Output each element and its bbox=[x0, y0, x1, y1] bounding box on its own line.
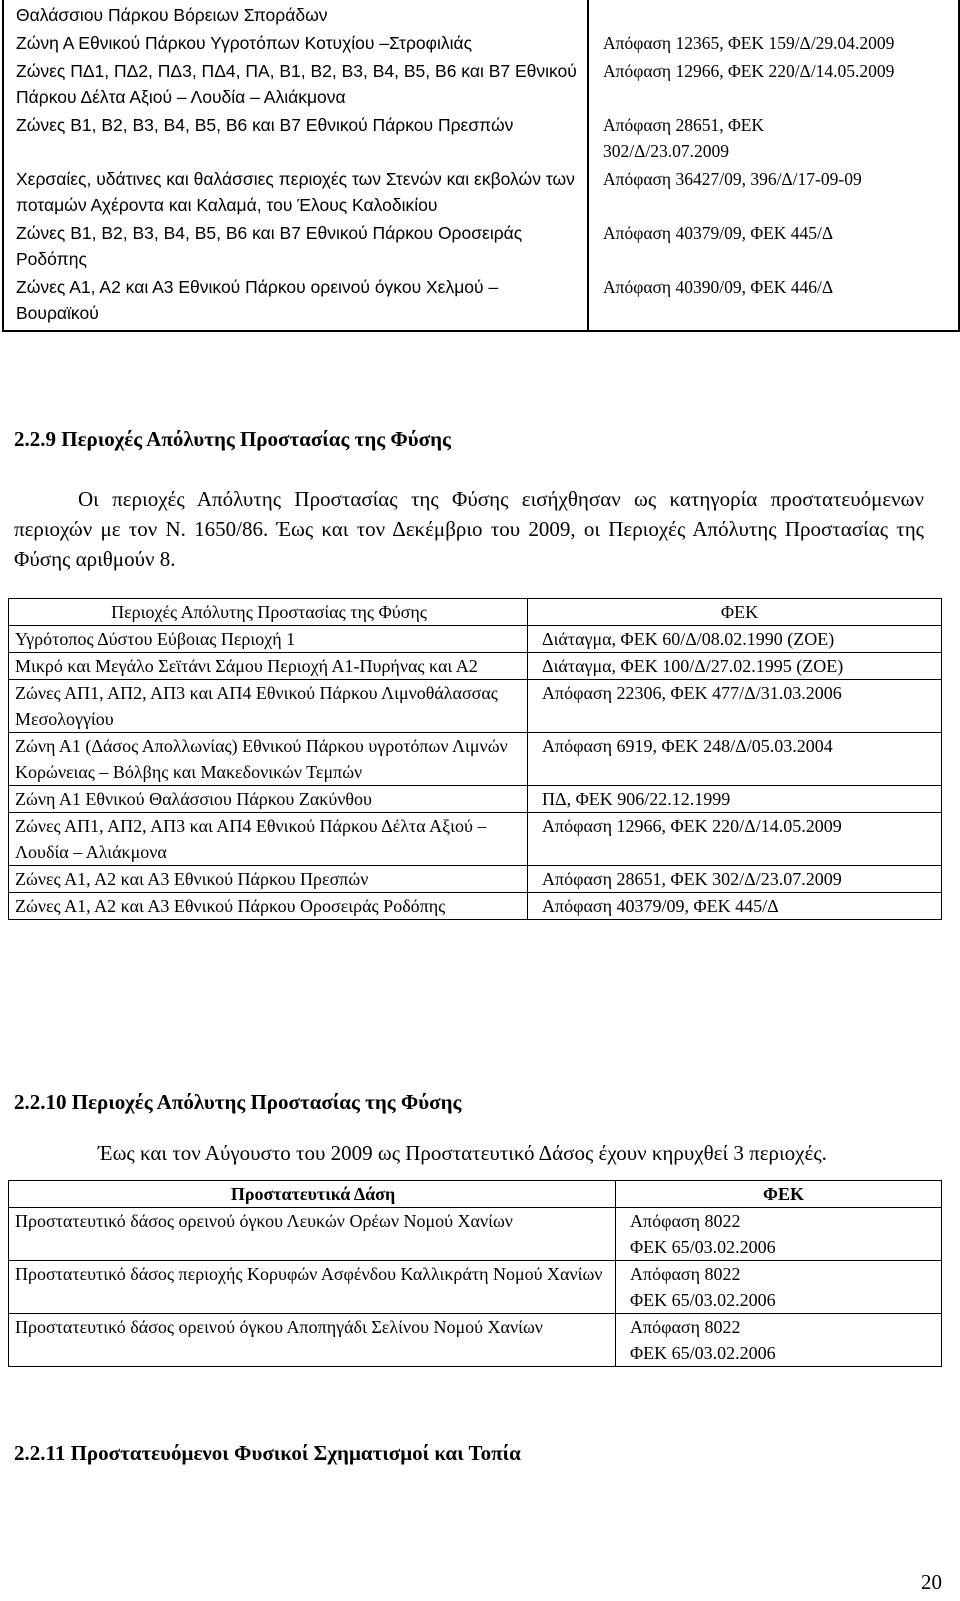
table-row bbox=[3, 0, 959, 28]
table-cell-area: Προστατευτικό δάσος ορεινού όγκου Λευκών Ορέων Νομού Χανίων bbox=[9, 1208, 616, 1261]
table-row bbox=[3, 56, 959, 110]
table-row bbox=[3, 164, 959, 218]
page-number: 20 bbox=[921, 1570, 942, 1594]
table-cell-area: Ζώνες Β1, Β2, Β3, Β4, Β5, Β6 και Β7 Εθνικού Πάρκου Πρεσπών bbox=[16, 115, 514, 135]
fek-gazette: ΦΕΚ 65/03.02.2006 bbox=[630, 1343, 776, 1363]
table-cell-area: Ζώνες ΑΠ1, ΑΠ2, ΑΠ3 και ΑΠ4 Εθνικού Πάρκου Λιμνοθάλασσας Μεσολογγίου bbox=[9, 680, 528, 733]
table-cell-fek bbox=[616, 1314, 942, 1367]
table-cell-fek: Διάταγμα, ΦΕΚ 100/Δ/27.02.1995 (ΖΟΕ) bbox=[528, 653, 942, 680]
national-parks-table bbox=[2, 0, 960, 332]
fek-decision: Απόφαση 8022 bbox=[630, 1264, 741, 1284]
table-row bbox=[9, 1208, 942, 1261]
table-header-row bbox=[9, 1181, 942, 1208]
table-cell-fek: Απόφαση 12365, ΦΕΚ 159/Δ/29.04.2009 bbox=[588, 28, 959, 56]
table-cell-area: Υγρότοπος Δύστου Εύβοιας Περιοχή 1 bbox=[9, 626, 528, 653]
table-cell-area: Ζώνες ΠΔ1, ΠΔ2, ΠΔ3, ΠΔ4, ΠΑ, Β1, Β2, Β3, Β4, Β5, Β6 και Β7 Εθνικού Πάρκου Δέλτα Αξιού – Λουδία – Αλιάκμονα bbox=[16, 61, 577, 107]
fek-gazette: ΦΕΚ 65/03.02.2006 bbox=[630, 1237, 776, 1257]
table-row bbox=[9, 1314, 942, 1367]
section-heading-2-2-11: 2.2.11 Προστατευόμενοι Φυσικοί Σχηματισμοί και Τοπία bbox=[14, 1441, 521, 1465]
table-row bbox=[9, 813, 942, 866]
column-header-fek: ΦΕΚ bbox=[616, 1181, 942, 1208]
table-cell-fek: Απόφαση 12966, ΦΕΚ 220/Δ/14.05.2009 bbox=[528, 813, 942, 866]
table-cell-area: Ζώνες Α1, Α2 και Α3 Εθνικού Πάρκου ορεινού όγκου Χελμού – Βουραϊκού bbox=[16, 277, 499, 323]
table-cell-area: Θαλάσσιου Πάρκου Βόρειων Σποράδων bbox=[16, 5, 328, 25]
table-cell-area: Ζώνες Α1, Α2 και Α3 Εθνικού Πάρκου Οροσειράς Ροδόπης bbox=[9, 893, 528, 920]
table-row bbox=[3, 218, 959, 272]
table-row bbox=[9, 626, 942, 653]
table-cell-fek: Απόφαση 6919, ΦΕΚ 248/Δ/05.03.2004 bbox=[528, 733, 942, 786]
table-cell-area: Ζώνες Α1, Α2 και Α3 Εθνικού Πάρκου Πρεσπών bbox=[9, 866, 528, 893]
table-row bbox=[9, 1261, 942, 1314]
table-cell-area: Ζώνες Β1, Β2, Β3, Β4, Β5, Β6 και Β7 Εθνικού Πάρκου Οροσειράς Ροδόπης bbox=[16, 223, 523, 269]
table-cell-fek: Απόφαση 12966, ΦΕΚ 220/Δ/14.05.2009 bbox=[588, 56, 959, 110]
table-cell-fek: Απόφαση 22306, ΦΕΚ 477/Δ/31.03.2006 bbox=[528, 680, 942, 733]
table-cell-area: Προστατευτικό δάσος ορεινού όγκου Αποπηγάδι Σελίνου Νομού Χανίων bbox=[9, 1314, 616, 1367]
section-heading-2-2-10: 2.2.10 Περιοχές Απόλυτης Προστασίας της Φύσης bbox=[14, 1090, 462, 1114]
table-header-row bbox=[9, 599, 942, 626]
table-cell-fek: Απόφαση 36427/09, 396/Δ/17-09-09 bbox=[588, 164, 959, 218]
fek-gazette: ΦΕΚ 65/03.02.2006 bbox=[630, 1290, 776, 1310]
table-row bbox=[9, 733, 942, 786]
table-cell-fek bbox=[616, 1261, 942, 1314]
table-row bbox=[3, 110, 959, 164]
table-cell-fek: ΠΔ, ΦΕΚ 906/22.12.1999 bbox=[528, 786, 942, 813]
section-paragraph-2-2-10: Έως και τον Αύγουστο του 2009 ως Προστατευτικό Δάσος έχουν κηρυχθεί 3 περιοχές. bbox=[98, 1141, 827, 1165]
table-cell-area: Ζώνη Α Εθνικού Πάρκου Υγροτόπων Κοτυχίου –Στροφιλιάς bbox=[16, 33, 473, 53]
table-row bbox=[9, 653, 942, 680]
table-cell-area: Χερσαίες, υδάτινες και θαλάσσιες περιοχές των Στενών και εκβολών των ποταμών Αχέροντα και Καλαμά, του Έλους Καλοδικίου bbox=[16, 169, 575, 215]
table-cell-area: Προστατευτικό δάσος περιοχής Κορυφών Ασφένδου Καλλικράτη Νομού Χανίων bbox=[9, 1261, 616, 1314]
column-header-area: Περιοχές Απόλυτης Προστασίας της Φύσης bbox=[9, 599, 528, 626]
table-row bbox=[9, 893, 942, 920]
table-cell-area: Μικρό και Μεγάλο Σεϊτάνι Σάμου Περιοχή Α1-Πυρήνας και Α2 bbox=[9, 653, 528, 680]
table-cell-area: Ζώνη Α1 (Δάσος Απολλωνίας) Εθνικού Πάρκου υγροτόπων Λιμνών Κορώνειας – Βόλβης και Μακεδονικών Τεμπών bbox=[9, 733, 528, 786]
table-cell-area: Ζώνη Α1 Εθνικού Θαλάσσιου Πάρκου Ζακύνθου bbox=[9, 786, 528, 813]
table-row bbox=[9, 866, 942, 893]
column-header-fek: ΦΕΚ bbox=[528, 599, 942, 626]
table-cell-fek: Απόφαση 28651, ΦΕΚ 302/Δ/23.07.2009 bbox=[528, 866, 942, 893]
table-row bbox=[9, 786, 942, 813]
table-cell-fek: Απόφαση 28651, ΦΕΚ 302/Δ/23.07.2009 bbox=[588, 110, 959, 164]
section-heading-2-2-9: 2.2.9 Περιοχές Απόλυτης Προστασίας της Φύσης bbox=[14, 427, 451, 451]
fek-decision: Απόφαση 8022 bbox=[630, 1317, 741, 1337]
table-cell-fek: Απόφαση 40379/09, ΦΕΚ 445/Δ bbox=[588, 218, 959, 272]
section-paragraph-2-2-9: Οι περιοχές Απόλυτης Προστασίας της Φύσης εισήχθησαν ως κατηγορία προστατευόμενων περιοχών με τον Ν. 1650/86. Έως και τον Δεκέμβριο του 2009, οι Περιοχές Απόλυτης Προστασίας της Φύσης αριθμούν 8. bbox=[14, 487, 924, 571]
table-cell-fek: Διάταγμα, ΦΕΚ 60/Δ/08.02.1990 (ΖΟΕ) bbox=[528, 626, 942, 653]
table-cell-fek bbox=[616, 1208, 942, 1261]
absolute-protection-table bbox=[8, 598, 942, 920]
table-cell-fek bbox=[588, 0, 959, 28]
protective-forests-table bbox=[8, 1180, 942, 1367]
table-row bbox=[9, 680, 942, 733]
table-cell-area: Ζώνες ΑΠ1, ΑΠ2, ΑΠ3 και ΑΠ4 Εθνικού Πάρκου Δέλτα Αξιού – Λουδία – Αλιάκμονα bbox=[9, 813, 528, 866]
table-row bbox=[3, 272, 959, 331]
table-cell-fek: Απόφαση 40390/09, ΦΕΚ 446/Δ bbox=[588, 272, 959, 331]
column-header-area: Προστατευτικά Δάση bbox=[9, 1181, 616, 1208]
table-row bbox=[3, 28, 959, 56]
fek-decision: Απόφαση 8022 bbox=[630, 1211, 741, 1231]
table-cell-fek: Απόφαση 40379/09, ΦΕΚ 445/Δ bbox=[528, 893, 942, 920]
